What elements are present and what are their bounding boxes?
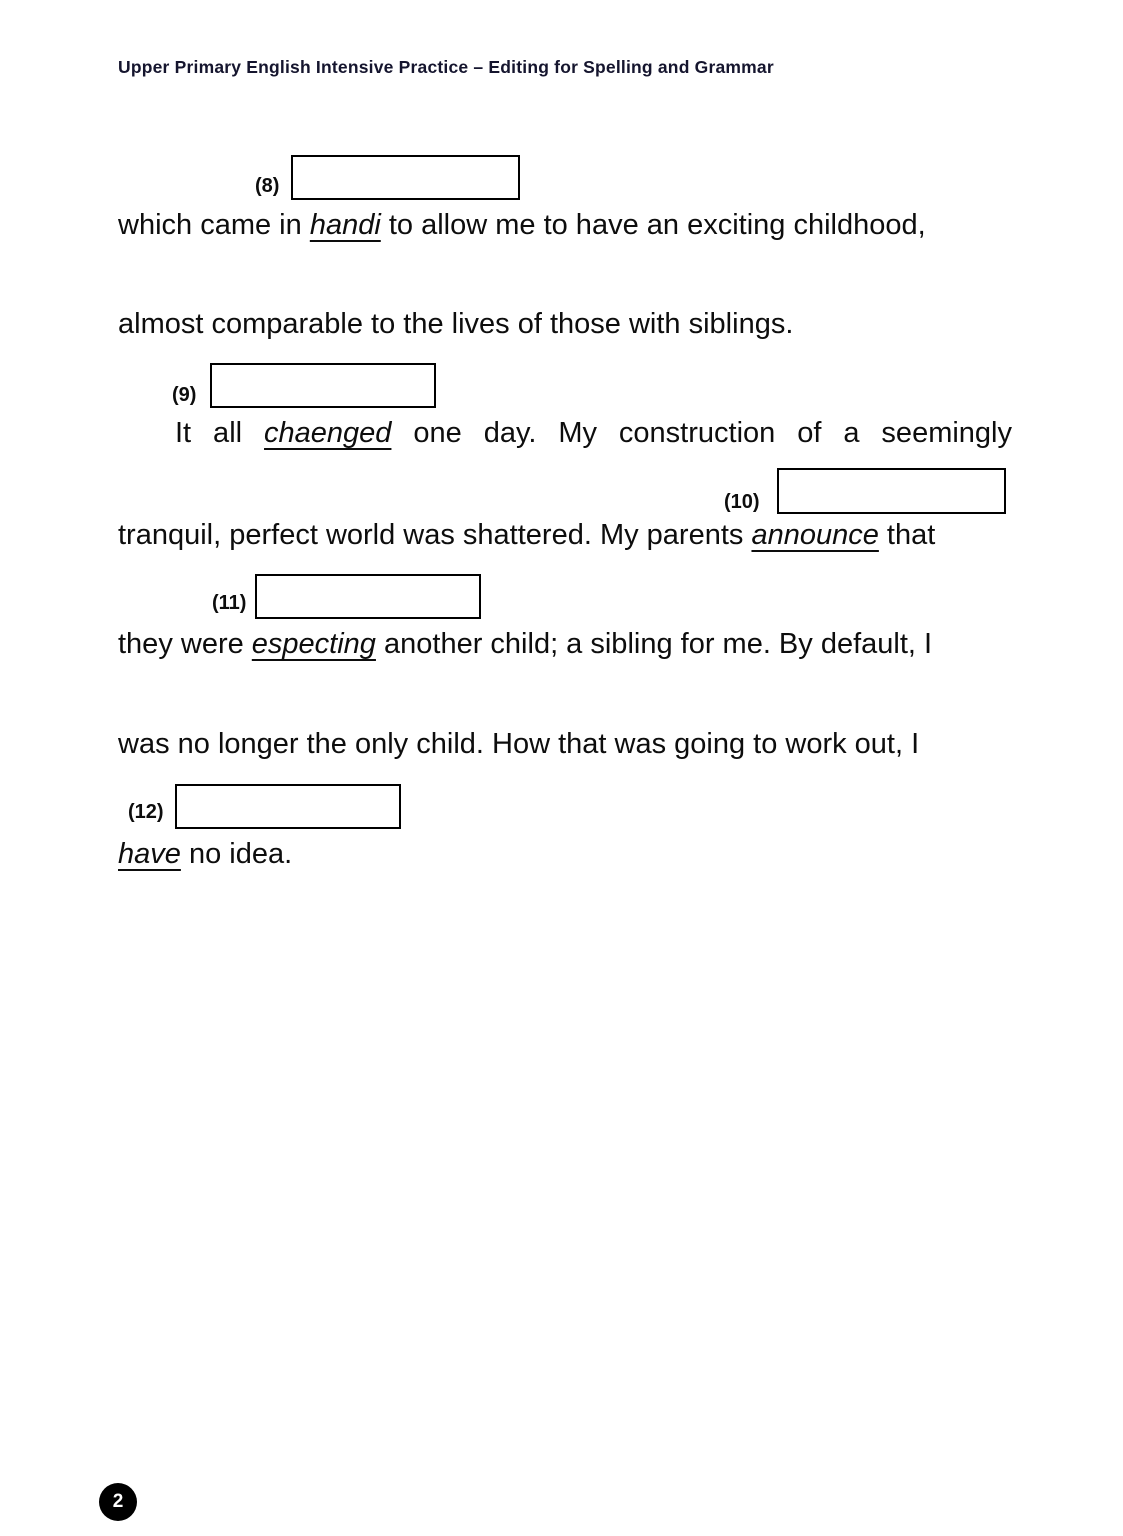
question-number-12: (12): [128, 801, 164, 823]
question-number-8: (8): [255, 175, 280, 197]
misspelled-word-handi: handi: [309, 209, 381, 241]
question-number-9: (9): [172, 384, 197, 406]
answer-box-8[interactable]: [291, 155, 520, 200]
passage-line-4: [118, 517, 1014, 553]
answer-box-9[interactable]: [210, 363, 436, 408]
question-number-10: (10): [724, 491, 760, 513]
passage-line-3: [175, 415, 1012, 451]
passage-line-1: [118, 207, 1014, 243]
answer-box-11[interactable]: [255, 574, 481, 619]
misspelled-word-especting: especting: [251, 628, 376, 660]
line-text: one day. My construction of a seemingly: [391, 417, 1012, 449]
passage-line-7: [118, 836, 1014, 872]
misspelled-word-have: have: [118, 838, 181, 870]
question-number-11: (11): [212, 592, 247, 614]
misspelled-word-announce: announce: [751, 519, 879, 551]
line-text: that: [878, 519, 936, 551]
misspelled-word-chaenged: chaenged: [264, 417, 392, 449]
line-text: which came in: [118, 209, 310, 241]
line-text: no idea.: [180, 838, 293, 870]
page-header-title: Upper Primary English Intensive Practice – Editing for Spelling and Grammar: [118, 57, 774, 77]
passage-line-5: [118, 626, 1014, 662]
answer-box-12[interactable]: [175, 784, 401, 829]
line-text: another child; a sibling for me. By default, I: [375, 628, 933, 660]
passage-line-6: [118, 726, 1014, 762]
line-text: to allow me to have an exciting childhood,: [380, 209, 926, 241]
line-text: tranquil, perfect world was shattered. My parents: [118, 519, 752, 551]
answer-box-10[interactable]: [777, 468, 1006, 514]
line-text: they were: [118, 628, 252, 660]
line-text: It all: [175, 417, 265, 449]
passage-line-2: [118, 306, 1014, 342]
line-text: was no longer the only child. How that was going to work out, I: [118, 728, 920, 760]
line-text: almost comparable to the lives of those with siblings.: [118, 308, 794, 340]
page-number-badge: 2: [99, 1483, 137, 1521]
